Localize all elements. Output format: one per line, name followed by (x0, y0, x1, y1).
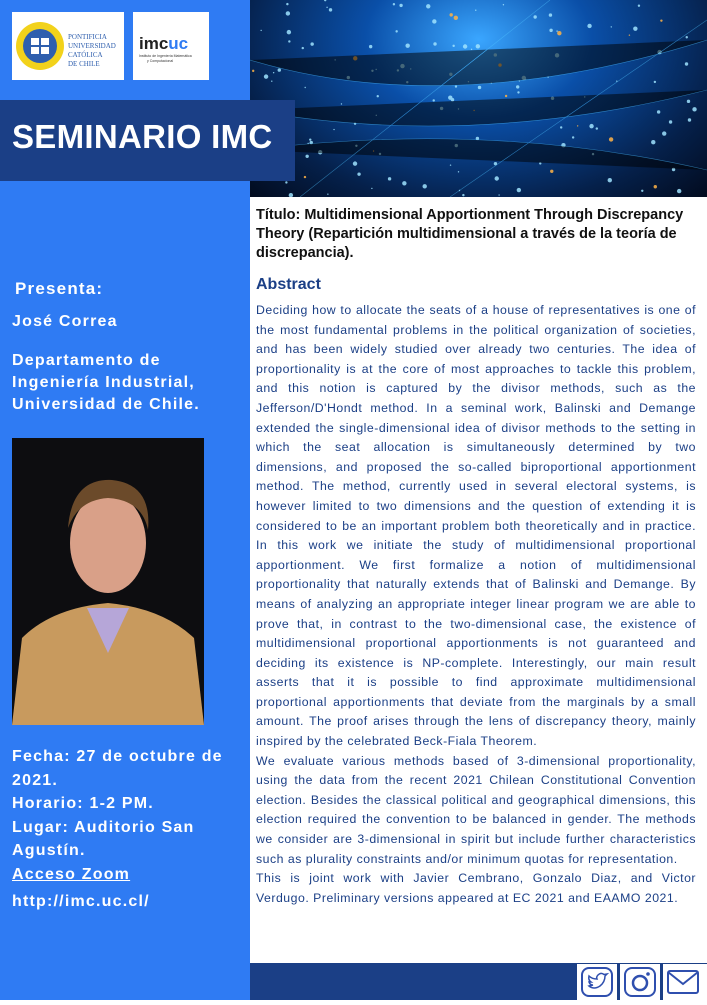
website-url[interactable]: http://imc.uc.cl/ (12, 893, 150, 910)
network-dot (286, 3, 288, 5)
network-dot (395, 30, 397, 32)
speaker-department: Departamento de Ingeniería Industrial, Universidad de Chile. (12, 352, 200, 413)
location-text: Lugar: Auditorio San Agustín. (12, 818, 195, 859)
network-dot (369, 45, 372, 48)
network-dot (273, 72, 274, 73)
network-dot (654, 81, 656, 83)
network-dot (326, 7, 327, 8)
network-dot (302, 47, 304, 49)
network-dot (471, 49, 472, 50)
svg-text:DE CHILE: DE CHILE (68, 60, 100, 68)
network-dot (289, 193, 293, 197)
network-dot (458, 171, 459, 172)
network-dot (687, 100, 690, 103)
network-dot (641, 190, 643, 192)
network-dot (452, 45, 454, 47)
zoom-access-link[interactable]: Acceso Zoom (12, 866, 131, 883)
abstract-heading: Abstract (256, 276, 321, 293)
network-dot (432, 19, 436, 23)
network-dot (669, 120, 672, 123)
network-dot (423, 184, 427, 188)
instagram-button[interactable] (620, 964, 660, 1000)
email-button[interactable] (663, 964, 707, 1000)
network-dot (260, 30, 261, 31)
network-dot (516, 85, 519, 88)
network-dot (550, 170, 553, 173)
network-dot (399, 4, 402, 7)
network-dot (287, 30, 291, 34)
network-dot (454, 16, 458, 20)
instagram-icon (623, 966, 657, 998)
network-dot (278, 68, 281, 71)
puc-logo (12, 12, 124, 80)
mail-icon (666, 966, 700, 998)
network-dot (450, 164, 451, 165)
network-dot (608, 178, 612, 182)
network-dot (285, 181, 287, 183)
network-dot (657, 110, 660, 113)
network-dot (495, 176, 499, 180)
network-dot (329, 8, 332, 11)
network-dot (426, 4, 430, 8)
speaker-name: José Correa (12, 313, 118, 330)
network-dot (556, 30, 557, 31)
twitter-icon (580, 966, 614, 998)
network-dot (304, 176, 306, 178)
network-dot (449, 13, 452, 16)
network-dot (324, 0, 326, 1)
network-dot (589, 124, 593, 128)
seminar-banner: SEMINARIO IMC (0, 100, 295, 181)
svg-text:CATÓLICA: CATÓLICA (68, 51, 103, 59)
network-dot (629, 34, 630, 35)
network-dot (517, 91, 519, 93)
network-dot (433, 42, 436, 45)
presenta-label: Presenta: (15, 279, 104, 298)
network-dot (371, 188, 372, 189)
network-dot (549, 13, 552, 16)
svg-text:Instituto de Ingeniería Matemá: Instituto de Ingeniería Matemática (139, 54, 192, 58)
abstract-body (256, 301, 696, 908)
network-dot (517, 188, 521, 192)
network-dot (405, 43, 409, 47)
network-dot (596, 127, 598, 129)
network-dot (357, 172, 360, 175)
twitter-button[interactable] (577, 964, 617, 1000)
network-hero-image (250, 0, 707, 197)
abstract-paragraph: Deciding how to allocate the seats of a house of representatives is one of the most fundamental problems in the political organization of societies, and has been widely studied over already two centuries. The idea of proportionality is at the core of most approaches to tackle this problem, and this notion is captured by the divisor methods, such as the Jefferson/D'Hondt method. In a seminal work, Balinski and Demange extended the single-dimensional idea of divisor methods to the setting in which the seat allocation is simultaneously determined by two dimensions, and proposed the so-called biproportional apportionment method. The method, currently used in several electoral systems, is however limited to two dimensions and the question of extending it is considered to be an important problem both theoretically and in practice. In this work we initiate the study of multidimensional proportional apportionment. We first formalize a notion of multidimensional proportionality that naturally extends that of Balinski and Demange. By means of analyzing an appropriate integer linear program we are able to prove that, in contrast to the two-dimensional case, the existence of multidimensional proportional apportionments is not guaranteed and deciding its existence is NP-complete. Interestingly, our main result asserts that it is possible to find approximate multidimensional proportional apportionments that deviate from the marginals by a small amount. The proof arises through the lens of discrepancy theory, mainly inspired by the celebrated Beck-Fiala Theorem. (256, 303, 696, 749)
network-dot (692, 107, 696, 111)
svg-text:y Computacional: y Computacional (147, 59, 174, 63)
network-dot (475, 10, 476, 11)
network-dot (685, 62, 688, 65)
network-dot (660, 19, 662, 21)
network-dot (341, 103, 342, 104)
speaker-photo (12, 438, 204, 725)
network-dot (252, 70, 254, 72)
event-details (12, 745, 242, 863)
network-dot (327, 193, 328, 194)
date-text: Fecha: 27 de octubre de 2021. (12, 748, 223, 789)
network-dot (549, 29, 552, 32)
network-dot (288, 40, 290, 42)
network-dot (638, 5, 640, 7)
network-dot (377, 95, 379, 97)
network-dot (587, 24, 591, 28)
network-dot (463, 44, 467, 48)
network-dot (353, 161, 357, 165)
network-dot (476, 44, 480, 48)
network-dot (498, 194, 499, 195)
network-dot (560, 126, 562, 128)
network-dot (503, 4, 504, 5)
network-dot (611, 26, 612, 27)
network-dot (609, 137, 613, 141)
network-dot (264, 74, 268, 78)
network-dot (402, 181, 406, 185)
svg-text:PONTIFICIA: PONTIFICIA (68, 33, 107, 41)
network-dot (305, 155, 308, 158)
imcuc-logo (133, 12, 209, 80)
network-dot (388, 177, 391, 180)
network-dot (462, 194, 464, 196)
network-dot (572, 136, 574, 138)
network-dot (677, 189, 681, 193)
network-dot (271, 81, 272, 82)
network-dot (533, 15, 536, 18)
network-dot (304, 87, 305, 88)
network-dot (651, 140, 655, 144)
network-dot (333, 129, 334, 130)
network-dot (688, 118, 691, 121)
network-dot (577, 125, 578, 126)
network-dot (633, 26, 637, 30)
network-dot (309, 138, 311, 140)
network-dot (686, 36, 688, 38)
network-dot (286, 11, 290, 15)
network-dot (448, 95, 452, 99)
abstract-paragraph: This is joint work with Javier Cembrano, Gonzalo Diaz, and Victor Verdugo. Preliminary versions appeared at EC 2021 and EAAMO 2021. (256, 871, 696, 905)
network-dot (393, 3, 395, 5)
network-dot (310, 42, 313, 45)
network-dot (478, 86, 481, 89)
network-dot (505, 95, 507, 97)
network-dot (433, 99, 435, 101)
svg-text:imcuc: imcuc (139, 34, 189, 53)
network-dot (455, 85, 457, 87)
svg-text:UNIVERSIDAD: UNIVERSIDAD (68, 42, 116, 50)
network-dot (662, 131, 666, 135)
talk-title: Título: Multidimensional Apportionment Through Discrepancy Theory (Repartición multidimensional a través de la teoría de discrepancia). (256, 207, 684, 261)
network-dot (557, 31, 561, 35)
abstract-paragraph: We evaluate various methods based of 3-dimensional proportionality, using the data from the recent 2021 Chilean Constitutional Convention election. Besides the classical political and geographical dimensions, this election required the convention to be balanced in gender. The methods we consider are 3-dimensional in spirit but include further characteristics such as plurality constraints and/or minimum quotas for representation. (256, 753, 696, 866)
time-text: Horario: 1-2 PM. (12, 795, 154, 812)
network-dot (654, 185, 657, 188)
